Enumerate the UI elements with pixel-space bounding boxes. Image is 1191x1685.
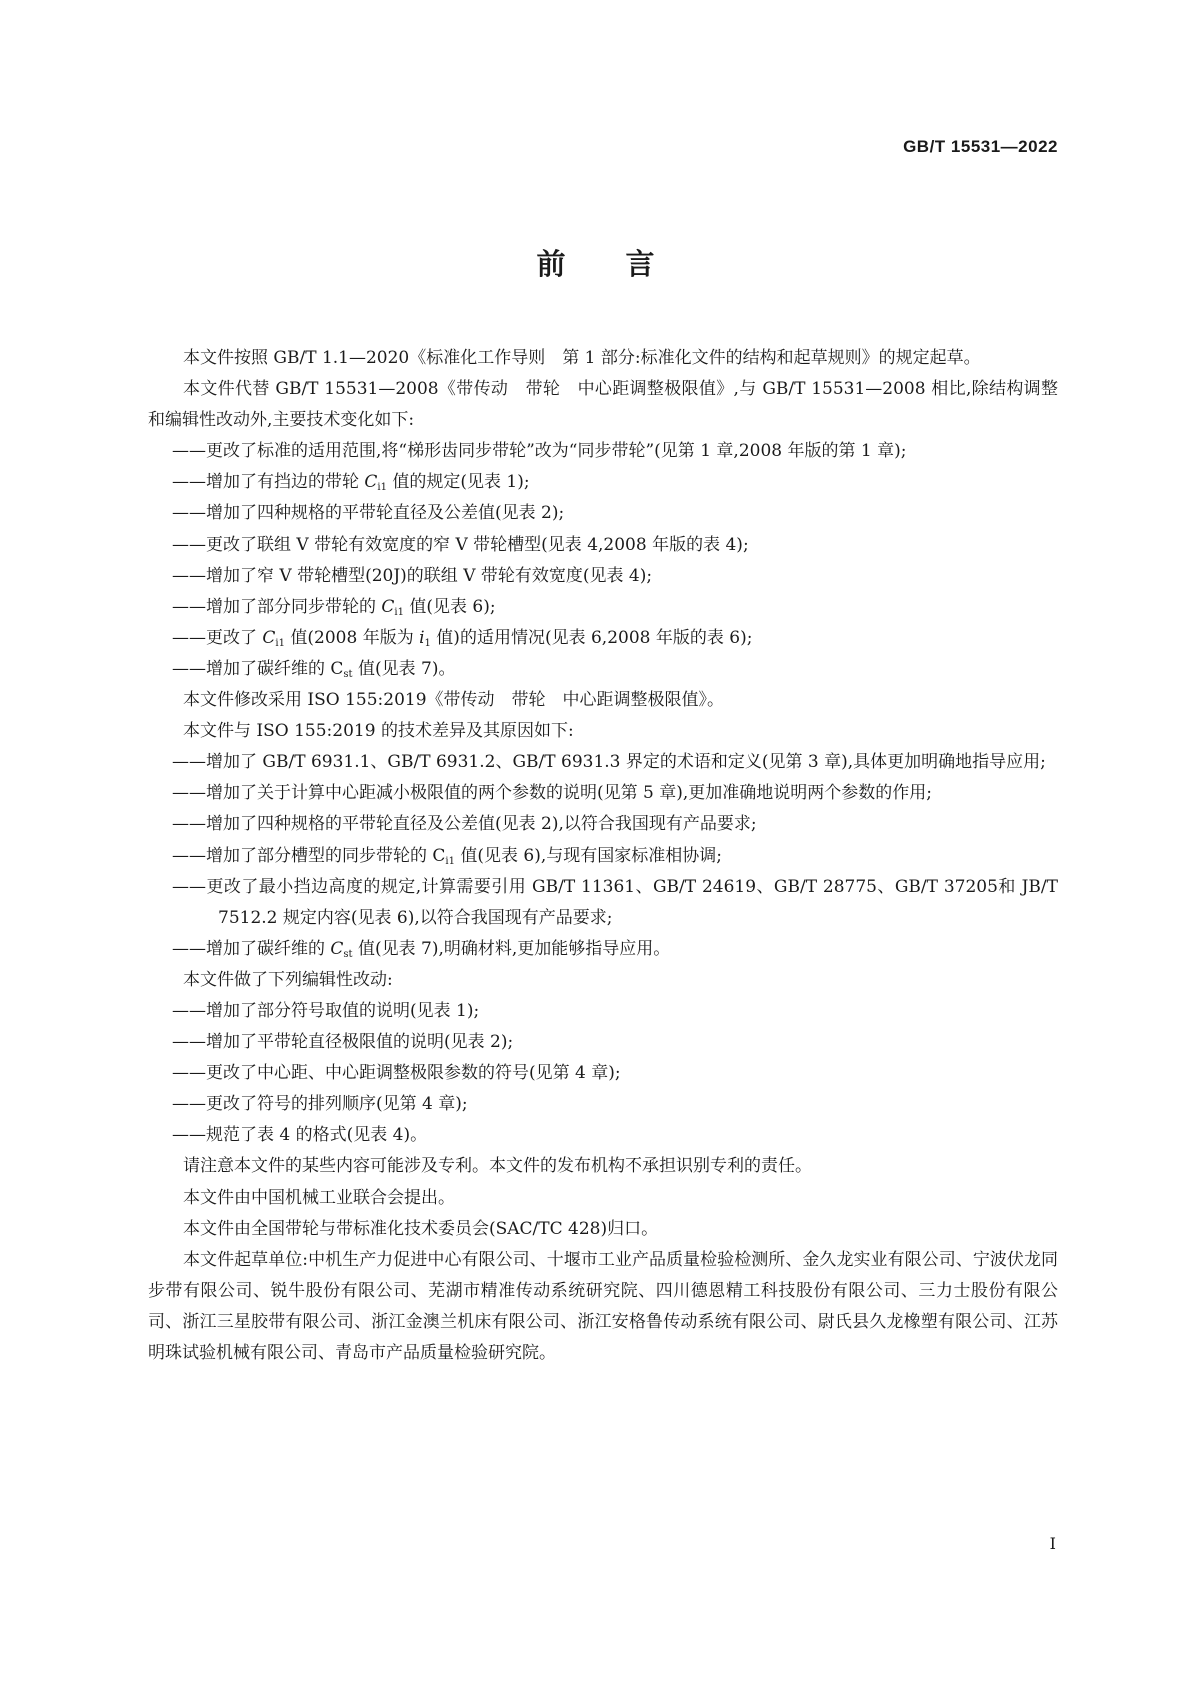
list-item: ——更改了中心距、中心距调整极限参数的符号(见第 4 章);	[172, 1063, 621, 1084]
list-item: ——增加了碳纤维的 $C_{st}$ 值(见表 7),明确材料,更加能够指导应用。	[172, 938, 671, 960]
list-item: ——增加了部分符号取值的说明(见表 1);	[172, 1000, 480, 1021]
paragraph-editorial-intro: 本文件做了下列编辑性改动:	[183, 969, 393, 990]
paragraph-drafting-units: 本文件起草单位:中机生产力促进中心有限公司、十堰市工业产品质量检验检测所、金久龙实业有限公司、宁波伏龙同步带有限公司、锐牛股份有限公司、芜湖市精准传动系统研究院、四川德恩精工科技股份有限公司、三力士股份有限公司、浙江三星胶带有限公司、浙江金澳兰机床有限公司、浙江安格鲁传动系统有限公司、尉氏县久龙橡塑有限公司、江苏明珠试验机械有限公司、青岛市产品质量检验研究院。	[148, 1249, 1058, 1363]
list-item: ——增加了部分同步带轮的 $C_{i1}$ 值(见表 6);	[172, 596, 496, 618]
list-item: ——增加了碳纤维的 $C_{st}$ 值(见表 7)。	[172, 658, 456, 680]
paragraph-proposer: 本文件由中国机械工业联合会提出。	[183, 1187, 455, 1208]
list-item: ——增加了四种规格的平带轮直径及公差值(见表 2),以符合我国现有产品要求;	[172, 814, 757, 835]
list-item: ——增加了有挡边的带轮 $C_{i1}$ 值的规定(见表 1);	[172, 472, 530, 494]
list-item: ——增加了四种规格的平带轮直径及公差值(见表 2);	[172, 503, 565, 524]
page-title: 前言	[536, 247, 715, 281]
list-item: ——更改了 $C_{i1}$ 值(2008 年版为 $i_1$ 值)的适用情况(见表 6,2008 年版的表 6);	[172, 627, 753, 649]
paragraph-drafting: 本文件按照 GB/T 1.1—2020《标准化工作导则 第 1 部分:标准化文件的结构和起草规则》的规定起草。	[183, 348, 981, 368]
list-item: ——规范了表 4 的格式(见表 4)。	[172, 1125, 428, 1146]
paragraph-patent-notice: 请注意本文件的某些内容可能涉及专利。本文件的发布机构不承担识别专利的责任。	[183, 1156, 812, 1177]
list-item: ——增加了平带轮直径极限值的说明(见表 2);	[172, 1032, 514, 1053]
paragraph-differences-intro: 本文件与 ISO 155:2019 的技术差异及其原因如下:	[183, 721, 574, 742]
list-item: ——更改了联组 V 带轮有效宽度的窄 V 带轮槽型(见表 4,2008 年版的表 4);	[172, 534, 749, 555]
list-item: ——增加了窄 V 带轮槽型(20J)的联组 V 带轮有效宽度(见表 4);	[172, 565, 653, 586]
paragraph-committee: 本文件由全国带轮与带标准化技术委员会(SAC/TC 428)归口。	[183, 1218, 659, 1239]
paragraph-modification: 本文件修改采用 ISO 155:2019《带传动 带轮 中心距调整极限值》。	[183, 690, 725, 711]
list-item: ——更改了标准的适用范围,将“梯形齿同步带轮”改为“同步带轮”(见第 1 章,2008 年版的第 1 章);	[172, 441, 907, 462]
standard-number: GB/T 15531—2022	[903, 137, 1058, 156]
paragraph-replacement: 本文件代替 GB/T 15531—2008《带传动 带轮 中心距调整极限值》,与 GB/T 15531—2008 相比,除结构调整和编辑性改动外,主要技术变化如下:	[148, 379, 1058, 431]
list-item: ——增加了 GB/T 6931.1、GB/T 6931.2、GB/T 6931.3 界定的术语和定义(见第 3 章),具体更加明确地指导应用;	[172, 752, 1046, 773]
page-number: I	[1049, 1534, 1056, 1553]
list-item: ——增加了关于计算中心距减小极限值的两个参数的说明(见第 5 章),更加准确地说明两个参数的作用;	[172, 783, 933, 804]
list-item: ——增加了部分槽型的同步带轮的 $C_{i1}$ 值(见表 6),与现有国家标准相协调;	[172, 845, 723, 867]
list-item: ——更改了最小挡边高度的规定,计算需要引用 GB/T 11361、GB/T 24619、GB/T 28775、GB/T 37205和 JB/T 7512.2 规定内容(见表 6),以符合我国现有产品要求;	[172, 876, 1058, 928]
list-item: ——更改了符号的排列顺序(见第 4 章);	[172, 1094, 468, 1115]
foreword-body	[148, 343, 1058, 1369]
